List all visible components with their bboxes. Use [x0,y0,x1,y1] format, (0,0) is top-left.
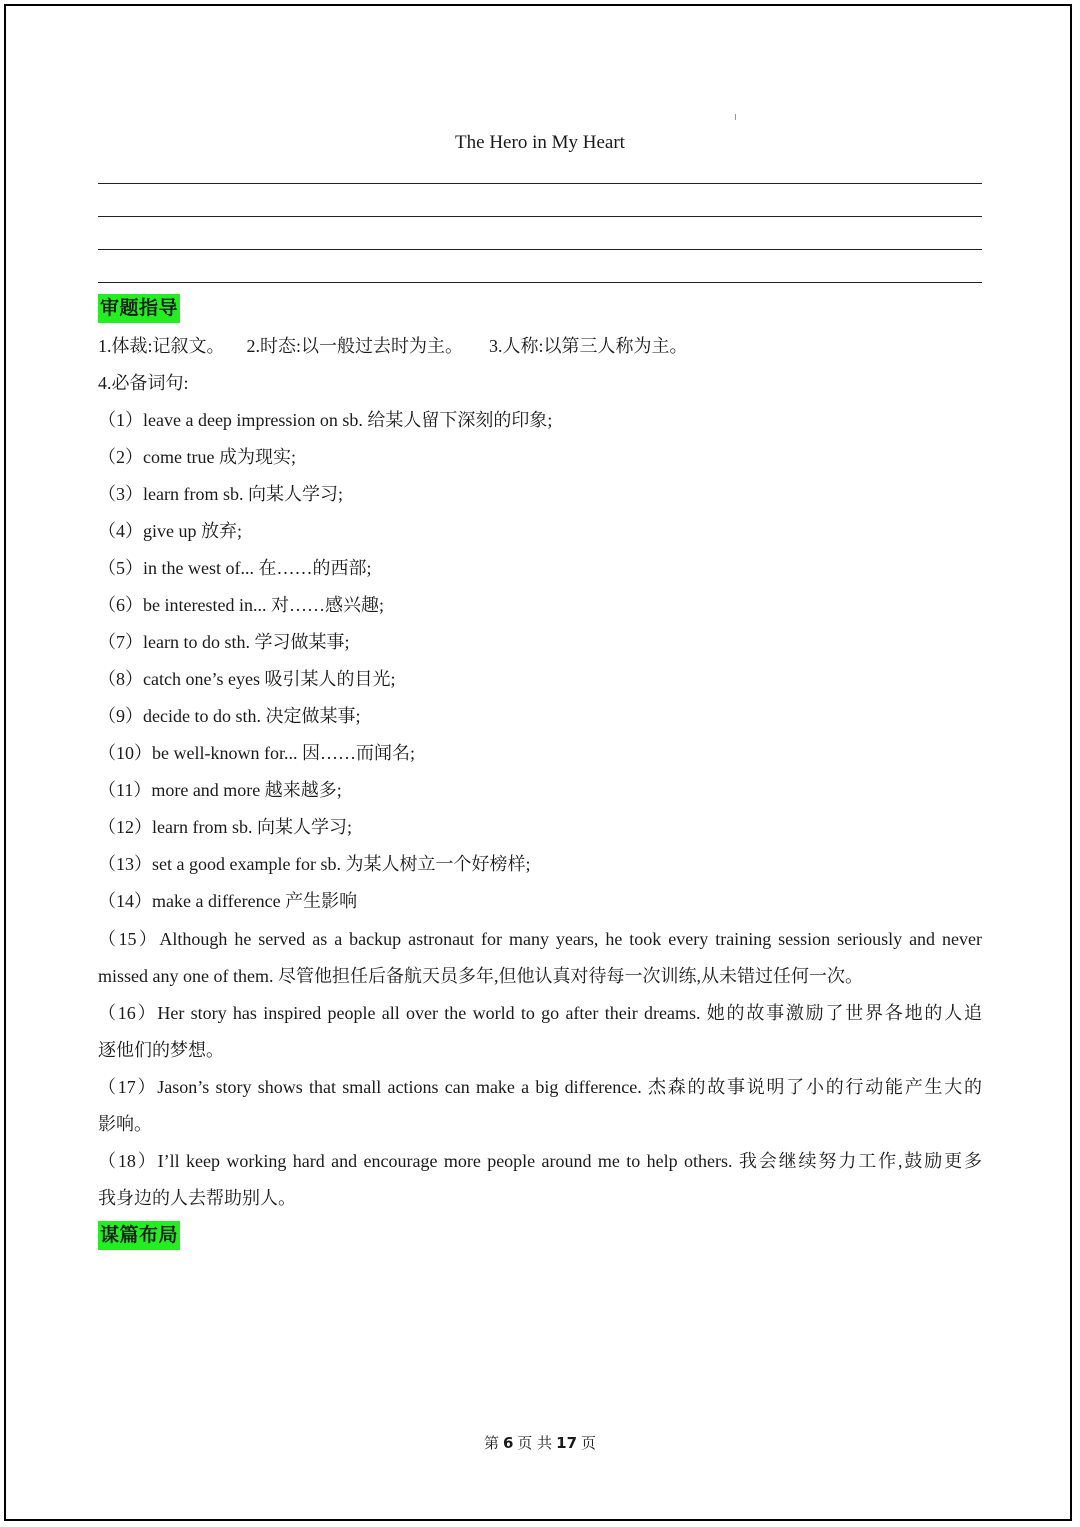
phrase-item: （7）learn to do sth. 学习做某事; [98,632,350,652]
sentence-item-line2: missed any one of them. 尽管他担任后备航天员多年,但他认真对待每一次训练,从未错过任何一次。 [98,966,863,986]
page-footer [0,1432,1080,1454]
phrase-item: （3）learn from sb. 向某人学习; [98,484,343,504]
footer-prefix: 第 [483,1434,499,1452]
sentence-item-line1: （16）Her story has inspired people all over the world to go after their dreams. 她的故事激励了世界各地的人追 [98,1003,982,1023]
phrase-item: （8）catch one’s eyes 吸引某人的目光; [98,669,396,689]
sentence-item-line1: （17）Jason’s story shows that small actions can make a big difference. 杰森的故事说明了小的行动能产生大的 [98,1077,982,1097]
sentence-item-line1: （18）I’ll keep working hard and encourage more people around me to help others. 我会继续努力工作,鼓励更多 [98,1151,982,1171]
writing-line [98,282,982,283]
sentence-item-line2: 影响。 [98,1114,152,1134]
total-page-count: 17 [556,1434,578,1452]
phrase-item: （6）be interested in... 对……感兴趣; [98,595,384,615]
footer-suffix: 页 [581,1434,597,1452]
phrase-item: （2）come true 成为现实; [98,447,296,467]
sentence-item-line1: （15）Although he served as a backup astronaut for many years, he took every training session seriously and never [98,929,982,949]
writing-line [98,216,982,217]
writing-line [98,183,982,184]
sentence-item-line2: 逐他们的梦想。 [98,1040,224,1060]
footer-middle: 页 共 [517,1434,553,1452]
sentence-item-line2: 我身边的人去帮助别人。 [98,1188,296,1208]
phrase-item: （1）leave a deep impression on sb. 给某人留下深刻的印象; [98,410,553,430]
layout-heading: 谋篇布局 [98,1221,180,1250]
phrase-item: （14）make a difference 产生影响 [98,891,358,911]
essay-title: The Hero in My Heart [455,132,625,153]
current-page-number: 6 [502,1434,514,1452]
tense-text: 2.时态:以一般过去时为主。 [246,336,464,356]
phrases-label: 4.必备词句: [98,373,189,393]
phrase-item: （9）decide to do sth. 决定做某事; [98,706,361,726]
phrase-item: （11）more and more 越来越多; [98,780,342,800]
phrase-item: （12）learn from sb. 向某人学习; [98,817,352,837]
phrase-item: （10）be well-known for... 因……而闻名; [98,743,415,763]
phrase-item: （4）give up 放弃; [98,521,242,541]
genre-text: 1.体裁:记叙文。 [98,336,225,356]
person-text: 3.人称:以第三人称为主。 [489,336,688,356]
guide-summary-line [98,332,982,360]
margin-tick-mark [735,114,736,120]
phrase-item: （13）set a good example for sb. 为某人树立一个好榜样; [98,854,531,874]
guide-heading: 审题指导 [98,294,180,323]
writing-line [98,249,982,250]
phrase-item: （5）in the west of... 在……的西部; [98,558,372,578]
